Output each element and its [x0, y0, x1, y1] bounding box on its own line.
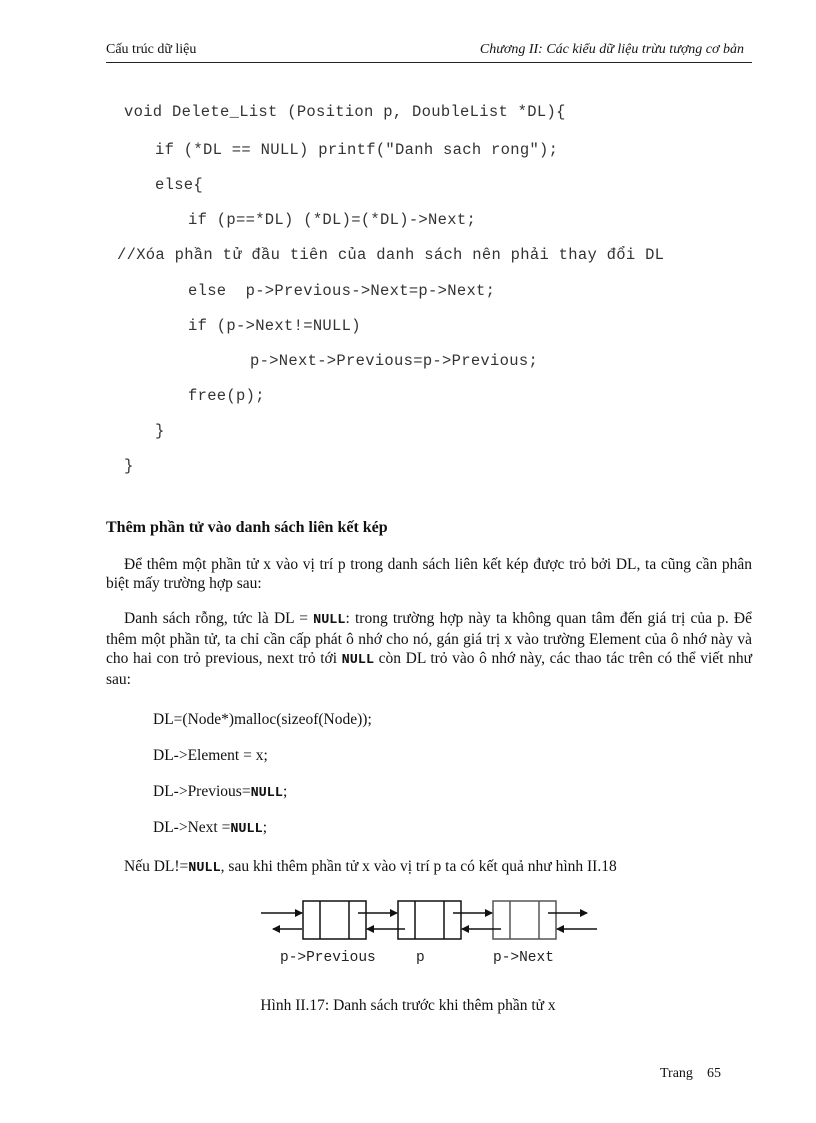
label-next: p->Next: [493, 950, 554, 966]
null-keyword: NULL: [341, 653, 375, 668]
code-line-8: p->Next->Previous=p->Previous;: [250, 352, 539, 370]
para3-part-b: , sau khi thêm phần tử x vào vị trí p ta có kết quả như hình II.18: [220, 858, 617, 875]
code-comment-line: //Xóa phần tử đầu tiên của danh sách nên phải thay đổi DL: [117, 246, 665, 264]
label-p: p: [416, 950, 425, 966]
footer-label: Trang: [660, 1066, 693, 1081]
node-next: [493, 901, 556, 939]
statement-next-text: DL->Next =: [153, 819, 231, 836]
doubly-linked-list-diagram: [253, 889, 605, 969]
code-line-11: }: [124, 457, 134, 475]
page-footer: [660, 1066, 721, 1082]
paragraph-empty-list: [106, 609, 752, 689]
null-keyword: NULL: [313, 613, 346, 628]
paragraph-not-null: [106, 857, 752, 878]
code-line-6: else p->Previous->Next=p->Next;: [188, 282, 496, 300]
statement-malloc: DL=(Node*)malloc(sizeof(Node));: [153, 711, 372, 728]
code-line-4: if (p==*DL) (*DL)=(*DL)->Next;: [188, 211, 477, 229]
para2-part-b: : trong trường hợp này ta không quan tâm đến giá trị của p. Để thêm một phần tử, ta chỉ cần cấp phát ô nhớ cho nó, gán giá trị x vào trường Element của ô nhớ này và cho hai con trỏ previous, next trỏ tới: [106, 610, 752, 667]
node-p: [398, 901, 461, 939]
section-title: Thêm phần tử vào danh sách liên kết kép: [106, 519, 388, 536]
null-keyword: NULL: [250, 786, 283, 801]
header-book-title: Cấu trúc dữ liệu: [106, 42, 197, 57]
code-line-1: void Delete_List (Position p, DoubleList *DL){: [124, 103, 566, 121]
para2-part-c: còn DL trỏ vào ô nhớ này, các thao tác trên có thể viết như sau:: [106, 650, 752, 688]
paragraph-intro: [106, 555, 752, 593]
statement-previous-text: DL->Previous=: [153, 783, 251, 800]
para2-part-a: Danh sách rỗng, tức là DL =: [124, 610, 314, 627]
figure-caption: Hình II.17: Danh sách trước khi thêm phần tử x: [260, 997, 556, 1014]
null-keyword: NULL: [188, 861, 221, 876]
code-line-3: else{: [155, 176, 204, 194]
statement-previous: [153, 783, 287, 801]
code-line-2: if (*DL == NULL) printf("Danh sach rong");: [155, 141, 559, 159]
node-previous: [303, 901, 366, 939]
page-number: 65: [706, 1066, 721, 1081]
para3-part-a: Nếu DL!=: [124, 858, 189, 875]
semicolon: ;: [282, 783, 288, 800]
null-keyword: NULL: [230, 822, 263, 837]
code-line-9: free(p);: [188, 387, 265, 405]
paragraph-intro-text: Để thêm một phần tử x vào vị trí p trong danh sách liên kết kép được trỏ bởi DL, ta cũng cần phân biệt mấy trường hợp sau:: [106, 556, 752, 592]
statement-next: [153, 819, 267, 837]
label-previous: p->Previous: [280, 950, 376, 966]
code-line-7: if (p->Next!=NULL): [188, 317, 361, 335]
page-header: [106, 40, 752, 63]
code-line-10: }: [155, 422, 165, 440]
statement-element: DL->Element = x;: [153, 747, 268, 764]
header-chapter-title: Chương II: Các kiểu dữ liệu trừu tượng cơ bản: [479, 42, 744, 57]
semicolon: ;: [262, 819, 268, 836]
